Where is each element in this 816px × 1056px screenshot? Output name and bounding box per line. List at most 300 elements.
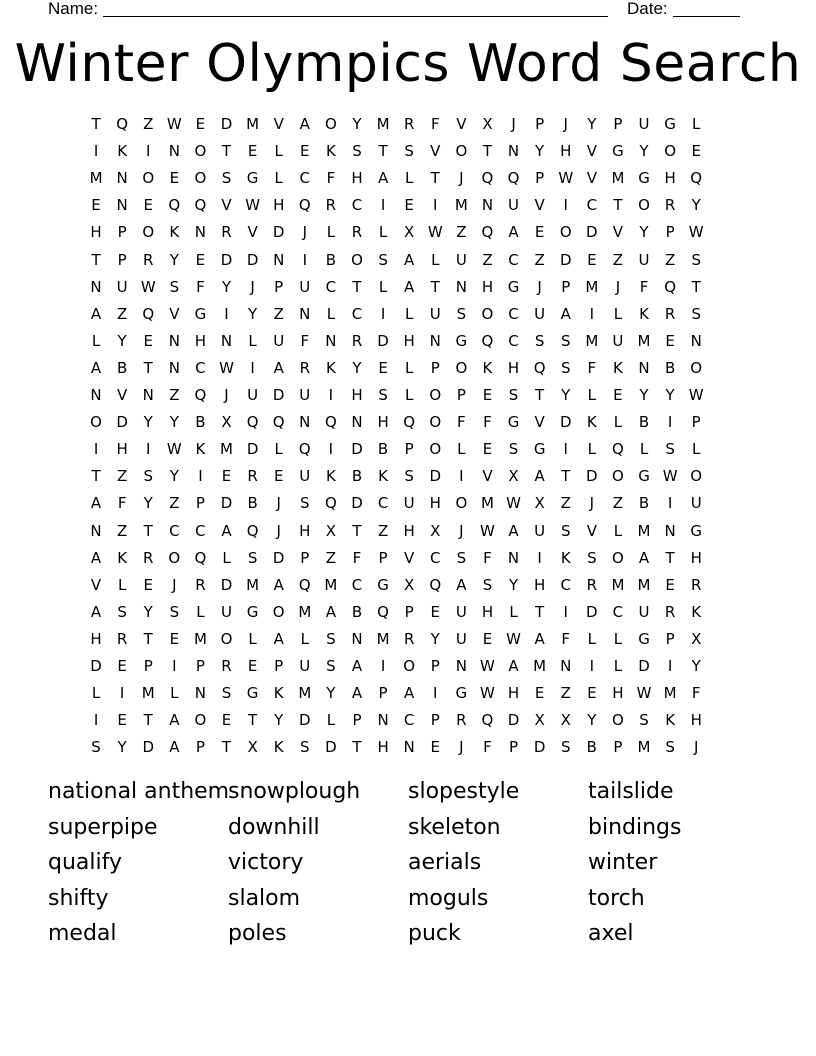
- grid-letter[interactable]: L: [613, 521, 623, 540]
- grid-letter[interactable]: T: [143, 711, 153, 730]
- grid-letter[interactable]: B: [325, 250, 337, 269]
- grid-letter[interactable]: Y: [274, 711, 284, 730]
- grid-letter[interactable]: L: [326, 223, 336, 242]
- grid-letter[interactable]: Q: [246, 413, 259, 432]
- grid-letter[interactable]: U: [116, 277, 128, 296]
- grid-letter[interactable]: O: [638, 196, 650, 215]
- grid-letter[interactable]: D: [325, 738, 337, 757]
- grid-letter[interactable]: K: [613, 358, 623, 377]
- grid-letter[interactable]: P: [456, 386, 466, 404]
- grid-letter[interactable]: R: [664, 602, 676, 621]
- grid-letter[interactable]: T: [221, 142, 232, 161]
- grid-letter[interactable]: J: [589, 494, 595, 513]
- grid-letter[interactable]: V: [586, 169, 597, 188]
- grid-letter[interactable]: Z: [117, 467, 128, 486]
- grid-letter[interactable]: E: [665, 331, 675, 350]
- grid-letter[interactable]: O: [455, 142, 468, 161]
- grid-letter[interactable]: Q: [298, 196, 311, 215]
- grid-letter[interactable]: I: [250, 358, 255, 377]
- grid-letter[interactable]: D: [507, 711, 520, 730]
- grid-letter[interactable]: J: [459, 169, 464, 188]
- grid-letter[interactable]: Y: [248, 304, 258, 323]
- grid-letter[interactable]: E: [195, 115, 206, 133]
- grid-letter[interactable]: D: [116, 413, 128, 432]
- grid-letter[interactable]: P: [300, 548, 310, 567]
- grid-letter[interactable]: H: [299, 521, 311, 540]
- grid-letter[interactable]: C: [299, 169, 311, 188]
- grid-letter[interactable]: J: [615, 277, 621, 296]
- grid-letter[interactable]: F: [483, 548, 492, 567]
- grid-letter[interactable]: W: [506, 629, 521, 648]
- grid-letter[interactable]: S: [91, 738, 101, 757]
- grid-letter[interactable]: Z: [143, 115, 154, 133]
- grid-letter[interactable]: Y: [587, 115, 597, 133]
- grid-letter[interactable]: D: [220, 115, 233, 133]
- grid-letter[interactable]: A: [273, 575, 284, 594]
- grid-letter[interactable]: P: [404, 440, 414, 459]
- grid-letter[interactable]: I: [667, 494, 673, 513]
- grid-letter[interactable]: E: [169, 629, 180, 648]
- grid-letter[interactable]: U: [638, 602, 650, 621]
- grid-letter[interactable]: E: [534, 684, 545, 703]
- grid-letter[interactable]: V: [117, 386, 128, 404]
- grid-letter[interactable]: K: [195, 440, 206, 459]
- grid-letter[interactable]: M: [585, 331, 599, 350]
- grid-letter[interactable]: O: [351, 250, 363, 269]
- grid-letter[interactable]: B: [586, 738, 597, 757]
- grid-letter[interactable]: D: [272, 548, 285, 567]
- grid-letter[interactable]: Y: [691, 657, 701, 675]
- grid-letter[interactable]: O: [690, 467, 703, 486]
- grid-letter[interactable]: A: [90, 358, 102, 377]
- grid-letter[interactable]: A: [169, 711, 180, 730]
- grid-letter[interactable]: L: [587, 440, 596, 459]
- grid-letter[interactable]: P: [535, 115, 545, 133]
- grid-letter[interactable]: R: [143, 250, 154, 269]
- grid-letter[interactable]: F: [483, 738, 492, 757]
- grid-letter[interactable]: N: [455, 657, 467, 675]
- grid-letter[interactable]: T: [378, 142, 388, 161]
- grid-letter[interactable]: Y: [117, 331, 127, 350]
- grid-letter[interactable]: Y: [639, 142, 649, 161]
- grid-letter[interactable]: E: [378, 358, 388, 377]
- grid-letter[interactable]: S: [534, 331, 545, 350]
- grid-letter[interactable]: E: [117, 657, 127, 675]
- grid-letter[interactable]: H: [90, 223, 102, 242]
- grid-letter[interactable]: M: [663, 684, 677, 703]
- grid-letter[interactable]: H: [612, 684, 624, 703]
- grid-letter[interactable]: S: [352, 142, 362, 161]
- grid-letter[interactable]: I: [328, 440, 334, 459]
- grid-letter[interactable]: S: [508, 440, 519, 459]
- grid-letter[interactable]: C: [195, 358, 206, 377]
- grid-letter[interactable]: U: [299, 467, 311, 486]
- grid-letter[interactable]: X: [404, 575, 415, 594]
- grid-letter[interactable]: Q: [612, 440, 624, 459]
- grid-letter[interactable]: A: [508, 223, 519, 242]
- grid-letter[interactable]: F: [352, 548, 362, 567]
- grid-letter[interactable]: W: [480, 657, 495, 675]
- grid-letter[interactable]: G: [664, 115, 676, 133]
- grid-letter[interactable]: R: [299, 358, 311, 377]
- grid-letter[interactable]: W: [506, 494, 521, 513]
- grid-letter[interactable]: C: [586, 196, 598, 215]
- grid-letter[interactable]: S: [378, 386, 388, 404]
- grid-letter[interactable]: B: [116, 358, 128, 377]
- grid-letter[interactable]: P: [561, 277, 571, 296]
- grid-letter[interactable]: P: [274, 277, 284, 296]
- grid-letter[interactable]: B: [377, 440, 389, 459]
- grid-letter[interactable]: P: [274, 657, 284, 675]
- grid-letter[interactable]: S: [560, 358, 571, 377]
- grid-letter[interactable]: F: [639, 277, 649, 296]
- grid-letter[interactable]: S: [247, 548, 258, 567]
- grid-letter[interactable]: Y: [169, 467, 179, 486]
- grid-letter[interactable]: Z: [117, 304, 128, 323]
- grid-letter[interactable]: A: [508, 657, 519, 675]
- grid-letter[interactable]: P: [691, 413, 701, 432]
- grid-letter[interactable]: Q: [298, 440, 311, 459]
- grid-letter[interactable]: U: [299, 386, 311, 404]
- grid-letter[interactable]: Y: [587, 711, 597, 730]
- grid-letter[interactable]: U: [403, 494, 415, 513]
- grid-letter[interactable]: L: [613, 413, 623, 432]
- grid-letter[interactable]: G: [246, 169, 259, 188]
- grid-letter[interactable]: P: [195, 738, 205, 757]
- grid-letter[interactable]: E: [300, 142, 310, 161]
- grid-letter[interactable]: R: [351, 331, 363, 350]
- grid-letter[interactable]: A: [90, 494, 102, 513]
- grid-letter[interactable]: M: [454, 196, 468, 215]
- grid-letter[interactable]: N: [429, 331, 441, 350]
- grid-letter[interactable]: F: [457, 413, 466, 432]
- grid-letter[interactable]: A: [404, 684, 415, 703]
- grid-letter[interactable]: H: [351, 169, 363, 188]
- grid-letter[interactable]: L: [404, 304, 414, 323]
- grid-letter[interactable]: F: [300, 331, 310, 350]
- grid-letter[interactable]: Q: [142, 304, 155, 323]
- grid-letter[interactable]: A: [90, 304, 102, 323]
- grid-letter[interactable]: E: [587, 684, 597, 703]
- grid-letter[interactable]: T: [535, 386, 545, 404]
- grid-letter[interactable]: M: [376, 629, 390, 648]
- grid-letter[interactable]: V: [586, 142, 597, 161]
- grid-letter[interactable]: U: [534, 304, 546, 323]
- grid-letter[interactable]: L: [613, 304, 623, 323]
- grid-letter[interactable]: Q: [481, 711, 494, 730]
- grid-letter[interactable]: I: [433, 684, 438, 703]
- grid-letter[interactable]: D: [272, 386, 285, 404]
- grid-letter[interactable]: U: [455, 602, 467, 621]
- grid-letter[interactable]: Q: [168, 196, 181, 215]
- grid-letter[interactable]: N: [377, 711, 389, 730]
- grid-letter[interactable]: D: [377, 331, 389, 350]
- grid-letter[interactable]: E: [691, 142, 701, 161]
- grid-letter[interactable]: O: [194, 711, 207, 730]
- grid-letter[interactable]: P: [665, 629, 675, 648]
- grid-letter[interactable]: T: [430, 277, 440, 296]
- grid-letter[interactable]: R: [195, 575, 206, 594]
- grid-letter[interactable]: U: [638, 115, 650, 133]
- grid-letter[interactable]: P: [143, 657, 153, 675]
- grid-letter[interactable]: C: [169, 521, 180, 540]
- grid-letter[interactable]: H: [90, 629, 102, 648]
- grid-letter[interactable]: K: [639, 304, 649, 323]
- grid-letter[interactable]: L: [404, 169, 414, 188]
- grid-letter[interactable]: T: [143, 521, 153, 540]
- grid-letter[interactable]: Z: [612, 494, 624, 513]
- grid-letter[interactable]: F: [430, 115, 440, 133]
- grid-letter[interactable]: E: [91, 196, 101, 215]
- grid-letter[interactable]: M: [533, 657, 547, 675]
- grid-letter[interactable]: C: [560, 575, 571, 594]
- grid-letter[interactable]: C: [508, 304, 519, 323]
- grid-letter[interactable]: K: [117, 142, 128, 161]
- grid-letter[interactable]: Q: [377, 602, 389, 621]
- grid-letter[interactable]: X: [534, 494, 545, 513]
- grid-letter[interactable]: Y: [508, 575, 519, 594]
- grid-letter[interactable]: H: [194, 331, 207, 350]
- grid-letter[interactable]: L: [91, 331, 101, 350]
- grid-letter[interactable]: M: [637, 331, 651, 350]
- grid-letter[interactable]: H: [403, 521, 415, 540]
- grid-letter[interactable]: M: [246, 115, 260, 133]
- grid-letter[interactable]: L: [431, 250, 440, 269]
- grid-letter[interactable]: V: [456, 115, 467, 133]
- grid-letter[interactable]: E: [247, 657, 258, 675]
- grid-letter[interactable]: X: [534, 711, 545, 730]
- grid-letter[interactable]: O: [142, 169, 155, 188]
- grid-letter[interactable]: K: [325, 467, 336, 486]
- grid-letter[interactable]: R: [664, 304, 676, 323]
- grid-letter[interactable]: N: [142, 386, 154, 404]
- grid-letter[interactable]: Y: [665, 386, 675, 404]
- grid-letter[interactable]: I: [589, 304, 595, 323]
- grid-letter[interactable]: I: [380, 304, 386, 323]
- grid-letter[interactable]: R: [325, 196, 337, 215]
- grid-letter[interactable]: I: [224, 304, 229, 323]
- grid-letter[interactable]: N: [116, 169, 128, 188]
- grid-letter[interactable]: T: [91, 250, 101, 269]
- grid-letter[interactable]: E: [430, 602, 440, 621]
- grid-letter[interactable]: E: [482, 386, 493, 404]
- grid-letter[interactable]: S: [169, 277, 180, 296]
- grid-letter[interactable]: G: [638, 467, 650, 486]
- grid-letter[interactable]: R: [456, 711, 467, 730]
- grid-letter[interactable]: N: [560, 657, 572, 675]
- grid-letter[interactable]: T: [221, 738, 232, 757]
- grid-letter[interactable]: W: [688, 386, 704, 404]
- grid-letter[interactable]: D: [299, 711, 311, 730]
- grid-letter[interactable]: U: [508, 196, 520, 215]
- grid-letter[interactable]: H: [377, 738, 389, 757]
- grid-letter[interactable]: M: [220, 440, 233, 459]
- grid-letter[interactable]: U: [429, 304, 441, 323]
- grid-letter[interactable]: E: [665, 575, 675, 594]
- grid-letter[interactable]: E: [587, 250, 597, 269]
- grid-letter[interactable]: I: [119, 684, 125, 703]
- grid-letter[interactable]: S: [691, 250, 701, 269]
- grid-letter[interactable]: A: [90, 548, 102, 567]
- grid-letter[interactable]: O: [403, 657, 416, 675]
- grid-letter[interactable]: A: [404, 277, 415, 296]
- grid-letter[interactable]: T: [535, 602, 545, 621]
- grid-letter[interactable]: W: [480, 684, 495, 703]
- grid-letter[interactable]: U: [690, 494, 702, 513]
- grid-letter[interactable]: S: [326, 657, 336, 675]
- grid-letter[interactable]: K: [325, 358, 336, 377]
- grid-letter[interactable]: R: [116, 629, 128, 648]
- grid-letter[interactable]: I: [563, 602, 568, 621]
- grid-letter[interactable]: Q: [324, 494, 337, 513]
- name-blank-line[interactable]: [103, 16, 608, 17]
- grid-letter[interactable]: I: [93, 142, 99, 161]
- grid-letter[interactable]: X: [430, 521, 441, 540]
- grid-letter[interactable]: N: [351, 629, 363, 648]
- grid-letter[interactable]: T: [91, 115, 101, 133]
- grid-letter[interactable]: L: [378, 277, 388, 296]
- grid-letter[interactable]: D: [429, 467, 442, 486]
- grid-letter[interactable]: K: [273, 684, 284, 703]
- grid-letter[interactable]: G: [612, 142, 624, 161]
- grid-letter[interactable]: B: [247, 494, 258, 513]
- grid-letter[interactable]: G: [638, 169, 650, 188]
- grid-letter[interactable]: A: [456, 575, 467, 594]
- grid-letter[interactable]: F: [483, 413, 492, 432]
- grid-letter[interactable]: C: [403, 711, 415, 730]
- grid-letter[interactable]: I: [198, 467, 203, 486]
- grid-letter[interactable]: A: [325, 602, 337, 621]
- grid-letter[interactable]: T: [352, 738, 362, 757]
- grid-letter[interactable]: R: [247, 467, 258, 486]
- grid-letter[interactable]: M: [611, 575, 625, 594]
- grid-letter[interactable]: H: [481, 277, 494, 296]
- grid-letter[interactable]: E: [117, 711, 127, 730]
- grid-letter[interactable]: Q: [507, 169, 520, 188]
- grid-letter[interactable]: D: [246, 440, 259, 459]
- grid-letter[interactable]: W: [427, 223, 443, 242]
- grid-letter[interactable]: S: [508, 386, 519, 404]
- grid-letter[interactable]: B: [638, 494, 650, 513]
- grid-letter[interactable]: N: [194, 684, 207, 703]
- grid-letter[interactable]: X: [691, 629, 702, 648]
- grid-letter[interactable]: O: [612, 711, 624, 730]
- grid-letter[interactable]: S: [404, 142, 414, 161]
- grid-letter[interactable]: N: [507, 548, 520, 567]
- grid-letter[interactable]: M: [298, 684, 312, 703]
- grid-letter[interactable]: O: [194, 169, 207, 188]
- grid-letter[interactable]: Z: [169, 386, 180, 404]
- grid-letter[interactable]: D: [559, 413, 572, 432]
- grid-letter[interactable]: A: [508, 521, 519, 540]
- grid-letter[interactable]: V: [482, 467, 493, 486]
- grid-letter[interactable]: O: [194, 142, 207, 161]
- grid-letter[interactable]: T: [352, 521, 362, 540]
- grid-letter[interactable]: A: [351, 684, 363, 703]
- grid-letter[interactable]: Z: [169, 494, 180, 513]
- grid-letter[interactable]: Y: [169, 413, 179, 432]
- grid-letter[interactable]: E: [404, 196, 414, 215]
- grid-letter[interactable]: L: [274, 169, 283, 188]
- grid-letter[interactable]: L: [248, 629, 257, 648]
- grid-letter[interactable]: P: [613, 115, 623, 133]
- grid-letter[interactable]: M: [637, 738, 651, 757]
- grid-letter[interactable]: N: [299, 413, 311, 432]
- grid-letter[interactable]: F: [117, 494, 127, 513]
- grid-letter[interactable]: T: [691, 277, 701, 296]
- grid-letter[interactable]: P: [195, 657, 205, 675]
- grid-letter[interactable]: Q: [246, 521, 259, 540]
- grid-letter[interactable]: J: [302, 223, 308, 242]
- grid-letter[interactable]: L: [91, 684, 101, 703]
- grid-letter[interactable]: K: [665, 711, 676, 730]
- grid-letter[interactable]: B: [195, 413, 206, 432]
- grid-letter[interactable]: U: [638, 250, 650, 269]
- grid-letter[interactable]: H: [534, 575, 546, 594]
- grid-letter[interactable]: Z: [117, 521, 128, 540]
- grid-letter[interactable]: G: [507, 413, 520, 432]
- grid-letter[interactable]: O: [272, 602, 285, 621]
- grid-letter[interactable]: L: [587, 386, 596, 404]
- grid-letter[interactable]: E: [195, 250, 206, 269]
- grid-letter[interactable]: T: [143, 629, 153, 648]
- grid-letter[interactable]: S: [117, 602, 127, 621]
- grid-letter[interactable]: N: [90, 521, 102, 540]
- grid-letter[interactable]: N: [664, 521, 676, 540]
- grid-letter[interactable]: F: [561, 629, 571, 648]
- grid-letter[interactable]: L: [196, 602, 205, 621]
- grid-letter[interactable]: Y: [326, 684, 336, 703]
- grid-letter[interactable]: M: [193, 629, 207, 648]
- grid-letter[interactable]: L: [639, 440, 649, 459]
- grid-letter[interactable]: Q: [194, 548, 207, 567]
- grid-letter[interactable]: W: [219, 358, 234, 377]
- grid-letter[interactable]: J: [459, 738, 464, 757]
- grid-letter[interactable]: P: [117, 223, 127, 242]
- grid-letter[interactable]: K: [378, 467, 388, 486]
- grid-letter[interactable]: C: [195, 521, 206, 540]
- grid-letter[interactable]: T: [430, 169, 440, 188]
- grid-letter[interactable]: X: [325, 521, 337, 540]
- grid-letter[interactable]: A: [90, 602, 102, 621]
- grid-letter[interactable]: S: [587, 548, 597, 567]
- grid-letter[interactable]: I: [563, 196, 568, 215]
- grid-letter[interactable]: G: [455, 684, 468, 703]
- grid-letter[interactable]: R: [664, 196, 676, 215]
- grid-letter[interactable]: F: [691, 684, 701, 703]
- grid-letter[interactable]: W: [166, 115, 182, 133]
- grid-letter[interactable]: V: [404, 548, 415, 567]
- grid-letter[interactable]: N: [168, 331, 180, 350]
- grid-letter[interactable]: I: [563, 440, 568, 459]
- grid-letter[interactable]: N: [90, 386, 102, 404]
- grid-letter[interactable]: L: [326, 711, 336, 730]
- grid-letter[interactable]: D: [533, 738, 546, 757]
- grid-letter[interactable]: A: [534, 629, 545, 648]
- grid-letter[interactable]: H: [377, 413, 389, 432]
- grid-letter[interactable]: W: [166, 440, 182, 459]
- grid-letter[interactable]: H: [481, 602, 494, 621]
- grid-letter[interactable]: P: [378, 548, 388, 567]
- grid-letter[interactable]: L: [300, 629, 309, 648]
- grid-letter[interactable]: Z: [534, 250, 545, 269]
- grid-letter[interactable]: Z: [325, 548, 337, 567]
- grid-letter[interactable]: D: [586, 602, 598, 621]
- grid-letter[interactable]: G: [455, 331, 468, 350]
- grid-letter[interactable]: O: [455, 358, 468, 377]
- grid-letter[interactable]: P: [430, 358, 440, 377]
- grid-letter[interactable]: G: [507, 277, 520, 296]
